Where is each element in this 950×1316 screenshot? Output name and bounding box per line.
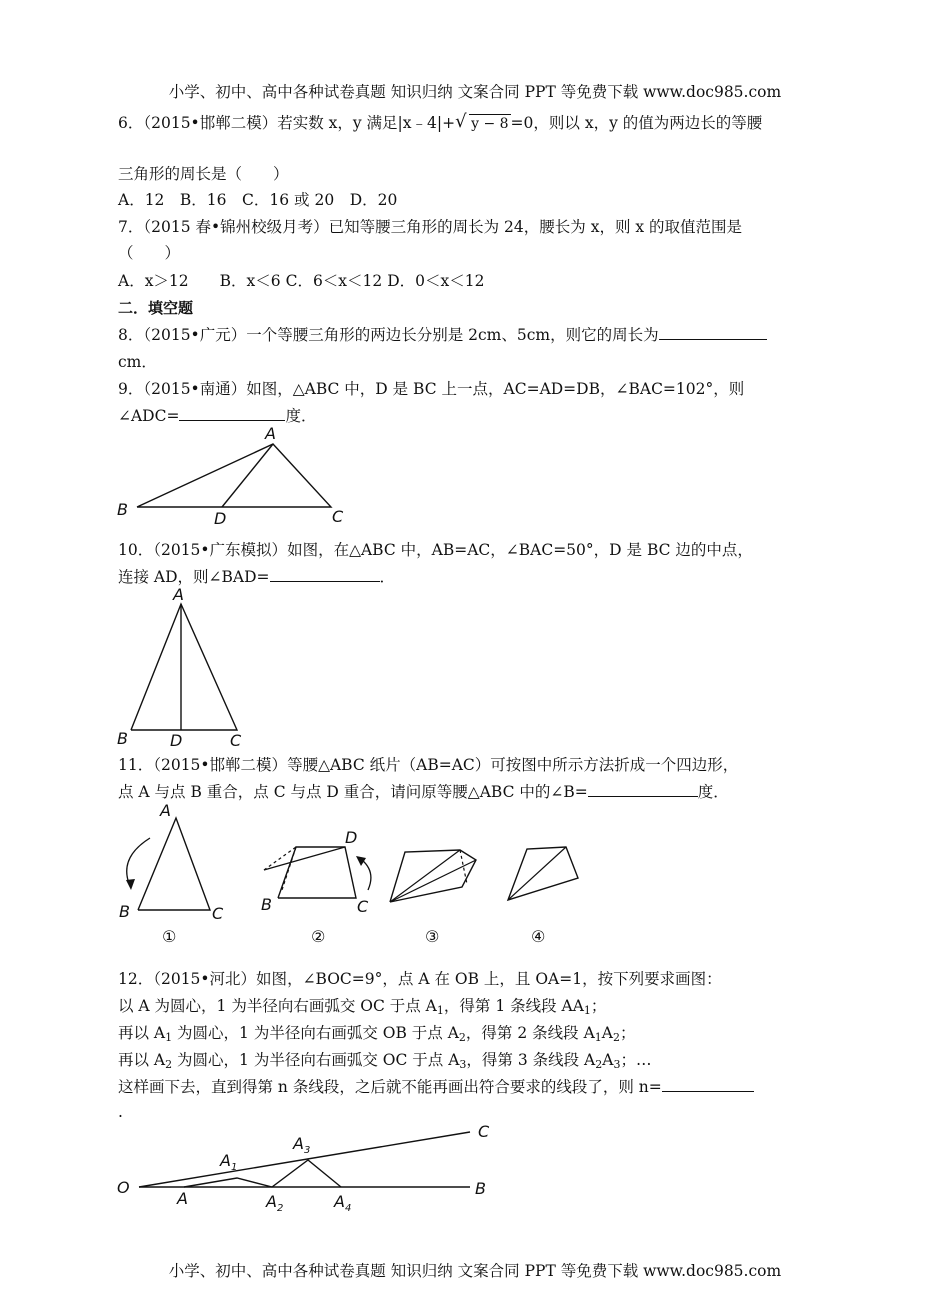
q10-post: ． (379, 568, 396, 586)
q12-l4-sub-4: 3 (613, 1058, 621, 1071)
q12-l3-text-d: A (601, 1024, 613, 1042)
q11-post: 度． (697, 783, 729, 801)
q9-label-c: C (332, 507, 344, 526)
q7-line1: 7．（2015 春•锦州校级月考）已知等腰三角形的周长为 24，腰长为 x，则 x 的取值范围是 (118, 218, 743, 236)
q11-line1: 11．（2015•邯郸二模）等腰△ABC 纸片（AB=AC）可按图中所示方法折成一个四边形， (118, 756, 739, 774)
q11-pre: 点 A 与点 B 重合，点 C 与点 D 重合，请问原等腰△ABC 中的∠B= (118, 783, 588, 801)
q11-fig4-number: ④ (531, 927, 546, 946)
q9-pre: ∠ADC= (118, 407, 180, 425)
q10-label-c: C (230, 731, 242, 750)
q10-line1: 10．（2015•广东模拟）如图，在△ABC 中，AB=AC，∠BAC=50°，D 是 BC 边的中点， (118, 541, 753, 559)
q12-l3-text-a: 再以 A (118, 1024, 166, 1042)
q12-label-b: B (475, 1179, 486, 1198)
q12-ray-oc (139, 1132, 470, 1187)
q12-label-o: O (117, 1178, 130, 1197)
q11-fig2-label-b: B (261, 895, 272, 914)
q12-l2-text-b: ，得第 1 条线段 AA (443, 997, 584, 1015)
q9-label-a: A (265, 424, 276, 443)
q10-label-d: D (170, 731, 183, 750)
q6-lead: 6．（2015•邯郸二模）若实数 x，y 满足|x﹣4|+ (118, 114, 456, 132)
q6-radical: √ y − 8 (455, 111, 509, 132)
q11-fig3-number: ③ (425, 927, 440, 946)
q9-line1: 9．（2015•南通）如图，△ABC 中，D 是 BC 上一点，AC=AD=DB，∠BAC=102°，则 (118, 380, 745, 398)
q7-options: A．x＞12 B．x＜6 C．6＜x＜12 D．0＜x＜12 (118, 272, 485, 290)
q11-fig2-number: ② (311, 927, 326, 946)
q11-fig1-label-c: C (212, 904, 224, 923)
q11-fig2-label-c: C (357, 897, 369, 916)
q12-label-a3: $A_3$ (293, 1134, 311, 1156)
q12-line6: . (118, 1103, 123, 1121)
q9-post: 度． (285, 407, 317, 425)
q8-line2: cm． (118, 353, 157, 371)
q12-label-a: A (177, 1189, 188, 1208)
section-title-fill-blank: 二．填空题 (118, 299, 194, 317)
q12-zigzag (184, 1160, 341, 1187)
q12-line5-text: 这样画下去，直到得第 n 条线段，之后就不能再画出符合要求的线段了，则 n= (118, 1078, 662, 1096)
q11-fig1-number: ① (162, 927, 177, 946)
q12-l4-sub-1: 2 (165, 1058, 173, 1071)
q12-l2-sub-a: 1 (436, 1004, 444, 1017)
q12-l4-sub-3: 2 (595, 1058, 603, 1071)
q12-l3-sub-2: 2 (458, 1031, 466, 1044)
q12-l3-text-b: 为圆心，1 为半径向右画弧交 OB 于点 A (172, 1024, 459, 1042)
q12-l4-text-a: 再以 A (118, 1051, 166, 1069)
q10-pre: 连接 AD，则∠BAD= (118, 568, 270, 586)
q12-line1: 12．（2015•河北）如图，∠BOC=9°，点 A 在 OB 上，且 OA=1，按下列要求画图： (118, 970, 722, 988)
q12-l3-text-e: ； (619, 1024, 636, 1042)
q6-options: A．12 B．16 C．16 或 20 D．20 (118, 191, 398, 209)
q11-fig1-label-a: A (160, 801, 171, 820)
q12-label-a1: $A_1$ (220, 1151, 238, 1173)
q10-label-a: A (173, 585, 184, 604)
q8-text: 8．（2015•广元）一个等腰三角形的两边长分别是 2cm、5cm，则它的周长为 (118, 326, 659, 344)
q12-l4-text-d: A (602, 1051, 614, 1069)
q12-l4-text-c: ，得第 3 条线段 A (466, 1051, 596, 1069)
q12-l4-text-b: 为圆心，1 为半径向右画弧交 OC 于点 A (172, 1051, 460, 1069)
q11-fig2-label-d: D (345, 828, 358, 847)
q12-l2-text-c: ； (590, 997, 607, 1015)
q12-l2-text-a: 以 A 为圆心，1 为半径向右画弧交 OC 于点 A (118, 997, 437, 1015)
q6-line2: 三角形的周长是（ ） (118, 165, 289, 183)
q12-l2-sub-b: 1 (583, 1004, 591, 1017)
q10-label-b: B (117, 729, 128, 748)
q12-l3-text-c: ，得第 2 条线段 A (465, 1024, 595, 1042)
page-footer: 小学、初中、高中各种试卷真题 知识归纳 文案合同 PPT 等免费下载 www.doc985.com (168, 1262, 782, 1280)
q12-l4-text-e: ；… (620, 1051, 652, 1069)
q12-label-c: C (478, 1122, 490, 1141)
q12-l3-sub-3: 1 (594, 1031, 602, 1044)
q9-label-b: B (117, 500, 128, 519)
q11-fig1-label-b: B (119, 902, 130, 921)
q6-radicand: y − 8 (471, 116, 509, 132)
q12-l3-sub-1: 1 (165, 1031, 173, 1044)
page-header: 小学、初中、高中各种试卷真题 知识归纳 文案合同 PPT 等免费下载 www.doc985.com (168, 83, 782, 101)
q12-label-a4: $A_4$ (334, 1192, 352, 1214)
q6-tail: =0，则以 x，y 的值为两边长的等腰 (510, 114, 763, 132)
q9-label-d: D (214, 509, 227, 528)
q12-l4-sub-2: 3 (459, 1058, 467, 1071)
q12-label-a2: $A_2$ (266, 1192, 284, 1214)
q12-l3-sub-4: 2 (612, 1031, 620, 1044)
q7-line2: （ ） (118, 244, 181, 262)
